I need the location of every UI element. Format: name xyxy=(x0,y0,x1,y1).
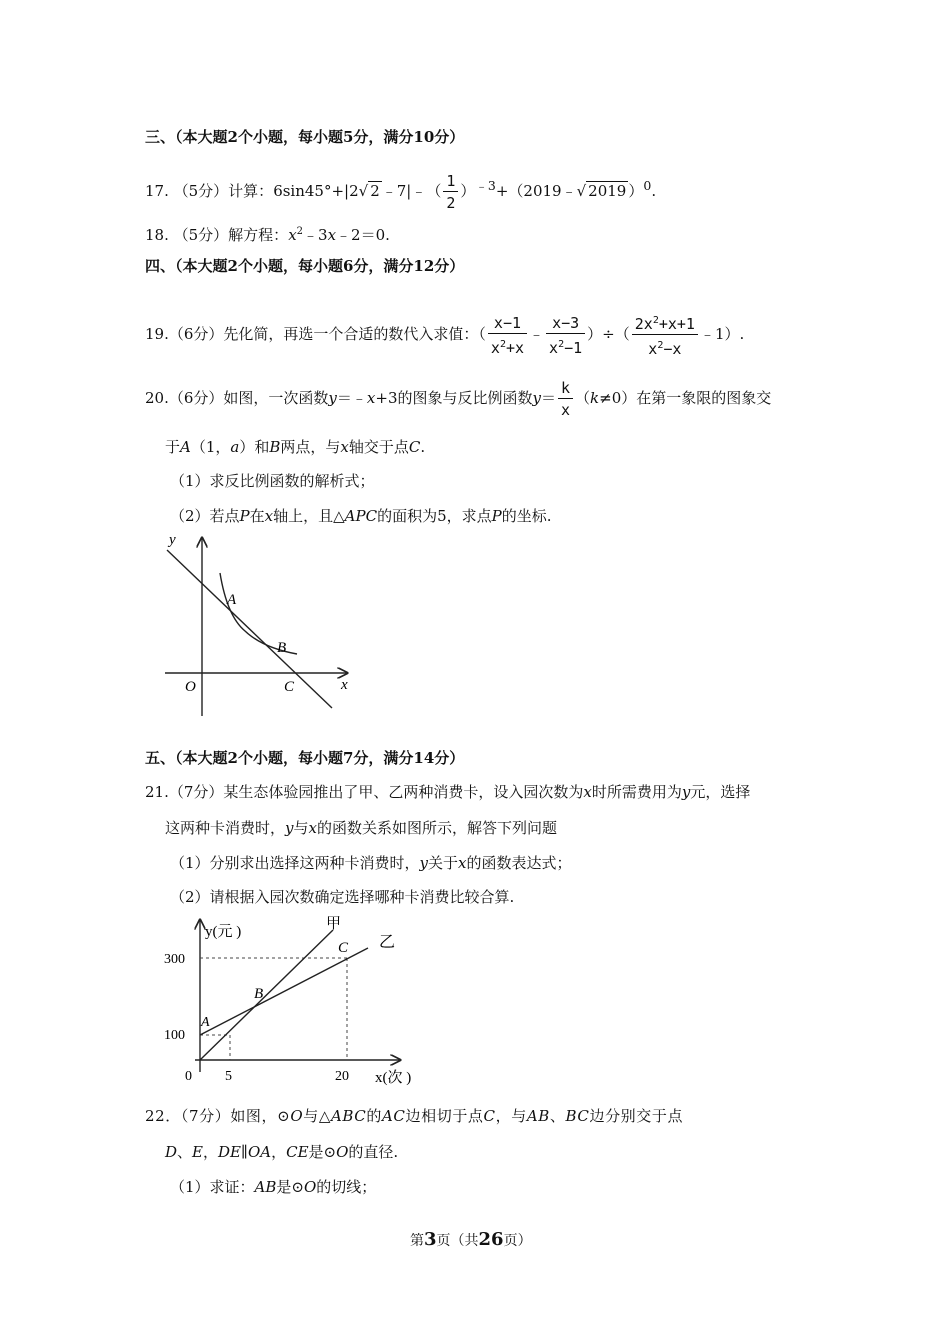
fig2-label-A: A xyxy=(201,1015,210,1030)
q22-a: 22．（7分）如图，⊙ xyxy=(145,1107,291,1125)
q20-A: A xyxy=(180,438,191,456)
q19-fraction-2 xyxy=(546,314,585,357)
q20-p2c: 轴上，且△ xyxy=(273,507,345,525)
q17-part-c: ） xyxy=(460,182,476,200)
q20-a-var: a xyxy=(230,438,240,456)
fig2-y-label: y(元 ) xyxy=(205,924,242,940)
q22-OA: OA xyxy=(247,1143,272,1161)
q22-e: ，与 xyxy=(495,1107,527,1125)
footer-total-pages: 26 xyxy=(478,1229,504,1250)
q20-j: 两点，与 xyxy=(280,438,341,456)
q20-x2: x xyxy=(340,438,349,456)
fig2-x-label: x(次 ) xyxy=(375,1070,412,1086)
q17-sqrt2019: 2019 xyxy=(588,182,627,200)
section-3-heading: 三、（本大题2个小题，每小题5分，满分10分） xyxy=(145,128,465,146)
q20-i: ）和 xyxy=(239,438,270,456)
q21-a: 21.（7分）某生态体验园推出了甲、乙两种消费卡，设入园次数为 xyxy=(145,783,584,801)
q22-AB: AB xyxy=(526,1107,550,1125)
fig2-tick-100: 100 xyxy=(164,1028,185,1043)
q22-g: 边分别交于点 xyxy=(589,1107,684,1125)
q18-minus: ﹣3 xyxy=(303,226,328,244)
q17-score: （5分）计算： xyxy=(173,182,274,200)
q20-y1: y xyxy=(328,389,337,407)
q22-c: 的 xyxy=(366,1107,382,1125)
q19-f2-den-a: x xyxy=(549,338,559,357)
q19-f1-den xyxy=(488,334,527,357)
footer-b: 页（共 xyxy=(436,1233,479,1249)
q21-y1: y xyxy=(681,783,691,801)
q21-p1c: 的函数表达式； xyxy=(466,854,572,872)
fig1-label-y: y xyxy=(169,532,176,548)
q22-O1: O xyxy=(290,1107,304,1125)
q22-p1b: 是⊙ xyxy=(276,1178,304,1196)
q20-P1: P xyxy=(239,507,250,525)
q20-b: ＝﹣ xyxy=(336,389,367,407)
q17-part-a: 6sin45°+|2 xyxy=(273,182,359,200)
question-22-line-2 xyxy=(165,1142,398,1162)
q22-AC: AC xyxy=(382,1107,406,1125)
question-22-line-1 xyxy=(145,1106,683,1126)
q22-part-1 xyxy=(170,1177,376,1197)
question-20-line-1 xyxy=(145,378,771,419)
q20-x1: x xyxy=(366,389,376,407)
fig1-label-x: x xyxy=(341,677,348,693)
question-20-line-2 xyxy=(165,437,425,457)
q22-E: E xyxy=(192,1143,203,1161)
figure-q21 xyxy=(155,912,445,1092)
fig1-label-C: C xyxy=(284,679,295,695)
q20-p2d: 的面积为5，求点 xyxy=(377,507,492,525)
section-5-heading: 五、（本大题2个小题，每小题7分，满分14分） xyxy=(145,749,465,767)
q20-g: 于 xyxy=(165,438,181,456)
q22-O3: O xyxy=(303,1178,317,1196)
fig2-label-jia: 甲 xyxy=(326,916,342,932)
q17-sqrt2: 2 xyxy=(370,182,380,200)
q21-y2: y xyxy=(285,819,294,837)
question-21-line-2 xyxy=(165,818,557,838)
q21-y3: y xyxy=(419,854,429,872)
q19-f3-den-a: x xyxy=(648,340,658,358)
q20-p2e: 的坐标. xyxy=(501,507,552,525)
q20-a: 20.（6分）如图，一次函数 xyxy=(145,389,329,407)
q18-score: （5分）解方程： xyxy=(173,226,289,244)
section-4-heading: 四、（本大题2个小题，每小题6分，满分12分） xyxy=(145,257,465,275)
q22-k: ， xyxy=(271,1143,287,1161)
question-19 xyxy=(145,312,744,358)
q20-c: +3的图象与反比例函数 xyxy=(375,389,533,407)
q21-x2: x xyxy=(308,819,317,837)
q19-f3-num-a: 2x xyxy=(634,315,653,333)
q17-sqrt-icon-2: √ xyxy=(576,182,587,200)
q21-part-1 xyxy=(170,853,572,873)
q17-part-b: ﹣7|﹣（ xyxy=(381,182,442,200)
q17-number: 17. xyxy=(145,182,169,200)
q19-text: 19.（6分）先化简，再选一个合适的数代入求值：（ xyxy=(145,325,486,343)
q19-end: ﹣1）. xyxy=(699,325,745,343)
q22-parallel: ∥ xyxy=(241,1143,248,1161)
q17-part-e: ） xyxy=(628,182,644,200)
q19-f3-den xyxy=(632,335,698,358)
q20-part-1: （1）求反比例函数的解析式； xyxy=(170,472,375,490)
q21-p1a: （1）分别求出选择这两种卡消费时， xyxy=(170,854,420,872)
fig2-label-B: B xyxy=(254,986,264,1002)
q21-c: 元，选择 xyxy=(690,783,751,801)
question-18 xyxy=(145,222,390,245)
q21-p1b: 关于 xyxy=(428,854,459,872)
q20-d: ＝ xyxy=(540,389,556,407)
q20-part-2 xyxy=(170,506,552,526)
q19-divide: ）÷（ xyxy=(587,325,630,343)
q19-f3-den-b: −x xyxy=(663,340,682,358)
q18-x: x xyxy=(288,226,297,244)
footer-a: 第 xyxy=(410,1233,424,1249)
fig2-tick-300: 300 xyxy=(164,952,185,967)
q19-fraction-1 xyxy=(488,314,527,357)
q17-frac-den: 2 xyxy=(446,194,456,212)
fig1-label-B: B xyxy=(277,640,287,656)
q18-end: ﹣2＝0. xyxy=(336,226,390,244)
q22-b: 与△ xyxy=(303,1107,331,1125)
q20-frac-k: k xyxy=(558,379,573,399)
footer-page-number: 3 xyxy=(424,1229,437,1250)
q20-f: ≠0）在第一象限的图象交 xyxy=(599,389,772,407)
q19-f3-den-sup: 2 xyxy=(657,340,664,351)
q21-part-2: （2）请根据入园次数确定选择哪种卡消费比较合算. xyxy=(170,888,515,906)
q21-f: 的函数关系如图所示，解答下列问题 xyxy=(316,819,557,837)
q19-f3-num-b: +x+1 xyxy=(658,315,695,333)
q17-frac-num: 1 xyxy=(443,172,458,192)
q22-h: 、 xyxy=(177,1143,193,1161)
fig2-label-yi: 乙 xyxy=(379,934,396,951)
fig2-tick-5: 5 xyxy=(225,1069,232,1084)
q20-l: . xyxy=(420,438,426,456)
fig2-line-yi xyxy=(200,948,368,1035)
page-footer xyxy=(410,1230,532,1251)
question-21-line-1 xyxy=(145,782,750,802)
q20-e: （ xyxy=(575,389,591,407)
q21-x1: x xyxy=(583,783,592,801)
q20-p2a: （2）若点 xyxy=(170,507,240,525)
fig2-tick-20: 20 xyxy=(335,1069,349,1084)
q20-y2: y xyxy=(532,389,541,407)
q20-frac-x: x xyxy=(561,401,571,419)
q22-l: 是⊙ xyxy=(308,1143,337,1161)
q20-h: （1， xyxy=(190,438,231,456)
q22-ABC: ABC xyxy=(330,1107,367,1125)
q20-x3: x xyxy=(264,507,274,525)
q22-f: 、 xyxy=(549,1107,566,1125)
q22-D: D xyxy=(165,1143,178,1161)
q20-fraction-k-x xyxy=(558,379,573,419)
q19-f1-den-sup: 2 xyxy=(499,338,506,350)
q21-b: 时所需费用为 xyxy=(591,783,682,801)
q20-P2: P xyxy=(491,507,502,525)
q22-AB2: AB xyxy=(254,1178,277,1196)
q21-d: 这两种卡消费时， xyxy=(165,819,286,837)
q20-APC: APC xyxy=(344,507,378,525)
q18-x2: x xyxy=(327,226,337,244)
q17-part-d: +（2019﹣ xyxy=(495,182,577,200)
q22-i: ， xyxy=(203,1143,219,1161)
q19-f1-den-a: x xyxy=(490,338,500,357)
q22-m: 的直径. xyxy=(348,1143,399,1161)
q19-f2-num: x−3 xyxy=(546,314,585,334)
q19-fraction-3 xyxy=(632,312,698,358)
q18-sq: 2 xyxy=(296,226,304,237)
q22-p1c: 的切线； xyxy=(316,1178,377,1196)
q17-exp: ﹣3 xyxy=(475,178,496,193)
q19-f3-num xyxy=(632,312,698,335)
fig2-label-C: C xyxy=(338,940,349,956)
q19-f1-num: x−1 xyxy=(488,314,527,334)
q19-minus: ﹣ xyxy=(529,325,545,343)
q19-f2-den-sup: 2 xyxy=(558,338,565,350)
q20-p2b: 在 xyxy=(249,507,265,525)
fig1-label-A: A xyxy=(227,592,237,608)
q22-C: C xyxy=(483,1107,496,1125)
q22-O2: O xyxy=(336,1143,349,1161)
q22-BC: BC xyxy=(565,1107,590,1125)
q18-number: 18. xyxy=(145,226,169,244)
q21-e: 与 xyxy=(293,819,309,837)
q22-DE: DE xyxy=(218,1143,241,1161)
q21-x3: x xyxy=(458,854,467,872)
q22-CE: CE xyxy=(286,1143,309,1161)
fig2-tick-0: 0 xyxy=(185,1069,192,1084)
q20-C: C xyxy=(408,438,421,456)
q17-fraction xyxy=(443,172,458,212)
q22-p1a: （1）求证： xyxy=(170,1178,255,1196)
footer-c: 页） xyxy=(503,1233,532,1249)
q17-sqrt-icon: √ xyxy=(358,182,369,200)
q19-f1-den-b: +x xyxy=(505,338,525,357)
q19-f3-num-sup: 2 xyxy=(652,315,659,326)
figure-q20 xyxy=(155,528,365,720)
question-17 xyxy=(145,172,656,212)
q22-d: 边相切于点 xyxy=(405,1107,484,1125)
q17-end: . xyxy=(651,182,657,200)
q19-f2-den-b: −1 xyxy=(564,338,583,357)
q20-B: B xyxy=(269,438,281,456)
q20-k: k xyxy=(590,389,600,407)
q19-f2-den xyxy=(546,334,585,357)
q17-exp0: 0 xyxy=(643,178,652,193)
fig1-label-O: O xyxy=(185,679,196,695)
q20-k2: 轴交于点 xyxy=(348,438,409,456)
fig2-line-jia xyxy=(200,930,333,1060)
